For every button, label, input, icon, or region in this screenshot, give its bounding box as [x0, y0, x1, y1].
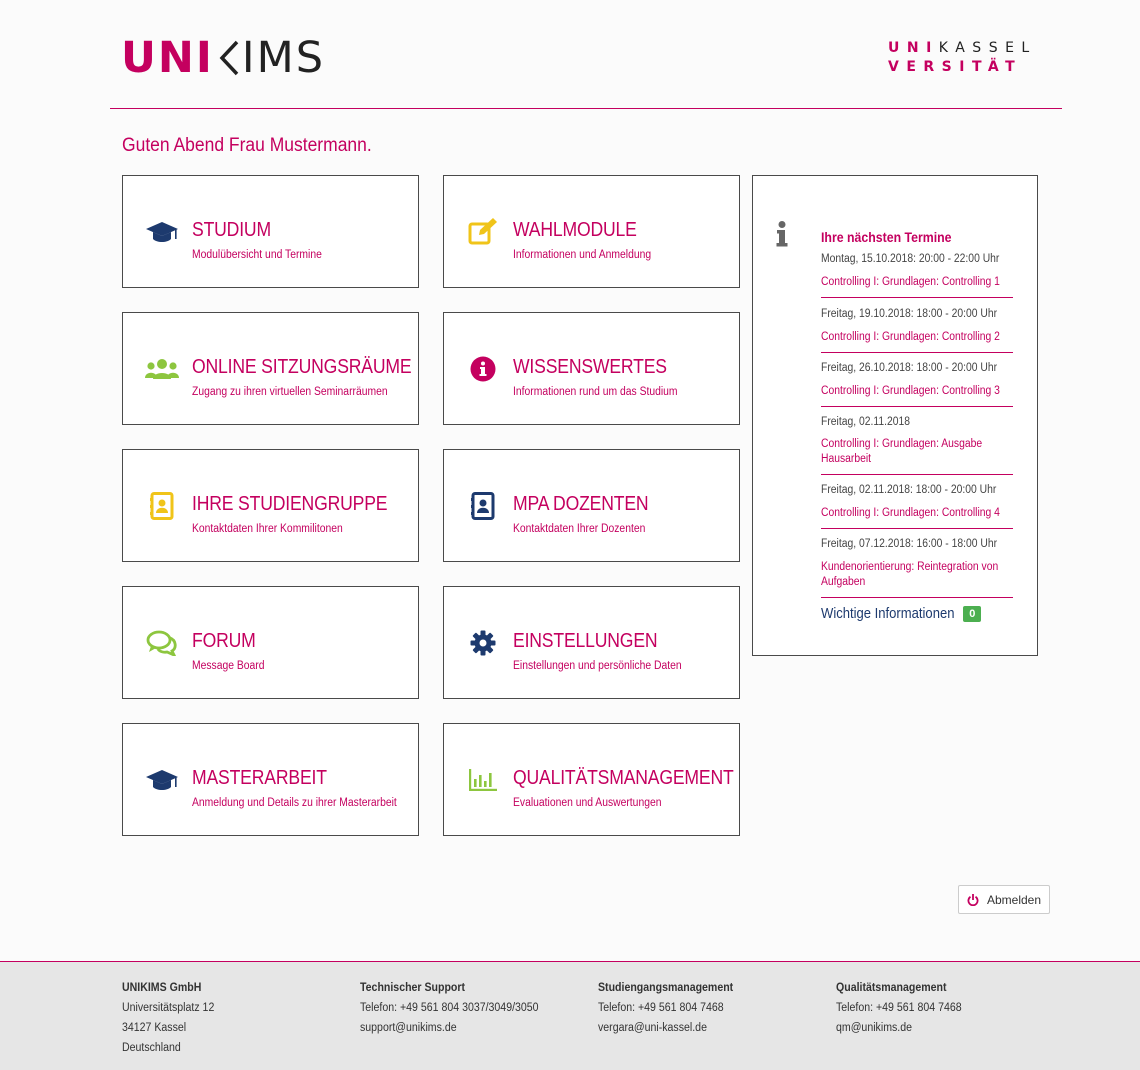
footer-line: Deutschland [122, 1042, 181, 1054]
header-divider [110, 108, 1062, 109]
important-info-link[interactable] [821, 606, 981, 622]
footer-email-link[interactable]: qm@unikims.de [836, 1022, 913, 1034]
tile-subtitle: Zugang zu ihren virtuellen Seminarräumen [192, 386, 388, 398]
tile-einstellungen[interactable] [443, 586, 740, 699]
tile-wissenswertes[interactable] [443, 312, 740, 425]
footer-studiengangsmanagement [598, 978, 745, 1038]
tile-subtitle: Informationen rund um das Studium [513, 386, 678, 398]
gear-icon [466, 628, 500, 658]
tile-title: STUDIUM [192, 219, 271, 241]
tile-mpa-dozenten[interactable] [443, 449, 740, 562]
appointments-title: Ihre nächsten Termine [821, 229, 952, 245]
footer-qualitaetsmanagement [836, 978, 973, 1038]
footer-heading: Qualitätsmanagement [836, 982, 947, 994]
logo-chevron-icon [218, 40, 240, 76]
footer-heading: UNIKIMS GmbH [122, 982, 202, 994]
bar-chart-icon [466, 765, 500, 795]
appointment-item[interactable] [821, 484, 1013, 529]
important-info-count-badge: 0 [963, 606, 981, 622]
appointment-item[interactable] [821, 538, 1013, 598]
appointment-item[interactable] [821, 362, 1013, 407]
appointment-course[interactable]: Controlling I: Grundlagen: Ausgabe Hausarbeit [821, 438, 983, 465]
unikims-logo[interactable] [121, 33, 325, 83]
tile-subtitle: Kontaktdaten Ihrer Dozenten [513, 523, 646, 535]
footer-tech-support [360, 978, 554, 1038]
footer-phone[interactable]: Telefon: +49 561 804 3037/3049/3050 [360, 1002, 539, 1014]
appointment-date: Freitag, 19.10.2018: 18:00 - 20:00 Uhr [821, 308, 998, 320]
logout-label: Abmelden [986, 892, 1042, 907]
appointment-date: Freitag, 26.10.2018: 18:00 - 20:00 Uhr [821, 362, 998, 374]
tile-masterarbeit[interactable] [122, 723, 419, 836]
footer-email-link[interactable]: vergara@uni-kassel.de [598, 1022, 707, 1034]
info-icon [776, 221, 788, 252]
tile-subtitle: Evaluationen und Auswertungen [513, 797, 662, 809]
logout-button[interactable] [958, 885, 1050, 914]
tile-forum[interactable] [122, 586, 419, 699]
tile-qualitaetsmanagement[interactable] [443, 723, 740, 836]
info-circle-icon [466, 354, 500, 384]
footer-phone[interactable]: Telefon: +49 561 804 7468 [836, 1002, 962, 1014]
footer-company [122, 978, 222, 1058]
appointment-course[interactable]: Kundenorientierung: Reintegration von Aufgaben [821, 561, 999, 588]
tile-title: MPA DOZENTEN [513, 493, 649, 515]
appointment-date: Freitag, 02.11.2018: 18:00 - 20:00 Uhr [821, 484, 997, 496]
tile-title: ONLINE SITZUNGSRÄUME [192, 356, 412, 378]
greeting: Guten Abend Frau Mustermann. [122, 135, 372, 156]
appointment-date: Freitag, 02.11.2018 [821, 416, 911, 428]
tile-title: IHRE STUDIENGRUPPE [192, 493, 388, 515]
important-info-label: Wichtige Informationen [821, 606, 955, 622]
contact-card-icon [466, 491, 500, 521]
appointment-date: Montag, 15.10.2018: 20:00 - 22:00 Uhr [821, 253, 1000, 265]
footer-line: 34127 Kassel [122, 1022, 187, 1034]
footer-email-link[interactable]: support@unikims.de [360, 1022, 457, 1034]
address-book-icon [145, 491, 179, 521]
tile-online-sitzungsraeume[interactable] [122, 312, 419, 425]
logo-kims-text: IMS [241, 33, 325, 83]
tile-subtitle: Informationen und Anmeldung [513, 249, 652, 261]
tile-title: FORUM [192, 630, 256, 652]
appointments-panel [752, 175, 1038, 656]
tile-title: WAHLMODULE [513, 219, 637, 241]
tile-ihre-studiengruppe[interactable] [122, 449, 419, 562]
appointment-course[interactable]: Controlling I: Grundlagen: Controlling 3 [821, 385, 1000, 397]
edit-icon [466, 217, 500, 247]
uni-kassel-kassel: KASSEL [938, 40, 1037, 56]
uni-kassel-logo[interactable] [888, 39, 1037, 77]
uni-kassel-line-2: VERSITÄT [888, 59, 1023, 75]
footer-line: Universitätsplatz 12 [122, 1002, 215, 1014]
graduation-cap-icon [145, 765, 179, 795]
appointment-course[interactable]: Controlling I: Grundlagen: Controlling 2 [821, 331, 1000, 343]
uni-kassel-uni: UNI [888, 40, 939, 56]
appointment-course[interactable]: Controlling I: Grundlagen: Controlling 1 [821, 276, 1000, 288]
appointment-date: Freitag, 07.12.2018: 16:00 - 18:00 Uhr [821, 538, 998, 550]
graduation-cap-icon [145, 217, 179, 247]
tile-title: EINSTELLUNGEN [513, 630, 658, 652]
appointment-item[interactable] [821, 416, 1013, 475]
chat-bubbles-icon [145, 628, 179, 658]
tile-title: QUALITÄTSMANAGEMENT [513, 767, 734, 789]
tile-wahlmodule[interactable] [443, 175, 740, 288]
tile-subtitle: Anmeldung und Details zu ihrer Masterarbeit [192, 797, 397, 809]
logo-uni-text: UNI [121, 33, 214, 83]
footer-phone[interactable]: Telefon: +49 561 804 7468 [598, 1002, 724, 1014]
tile-subtitle: Modulübersicht und Termine [192, 249, 322, 261]
users-icon [145, 354, 179, 384]
footer-heading: Studiengangsmanagement [598, 982, 734, 994]
appointment-item[interactable] [821, 253, 1013, 298]
footer-heading: Technischer Support [360, 982, 466, 994]
tile-subtitle: Message Board [192, 660, 265, 672]
tile-title: WISSENSWERTES [513, 356, 667, 378]
footer [0, 961, 1140, 1070]
appointment-course[interactable]: Controlling I: Grundlagen: Controlling 4 [821, 507, 1000, 519]
tile-subtitle: Kontaktdaten Ihrer Kommilitonen [192, 523, 343, 535]
tile-title: MASTERARBEIT [192, 767, 327, 789]
power-icon [967, 894, 979, 906]
appointment-item[interactable] [821, 308, 1013, 353]
tile-studium[interactable] [122, 175, 419, 288]
tile-subtitle: Einstellungen und persönliche Daten [513, 660, 682, 672]
uni-kassel-line-1 [888, 39, 1037, 58]
